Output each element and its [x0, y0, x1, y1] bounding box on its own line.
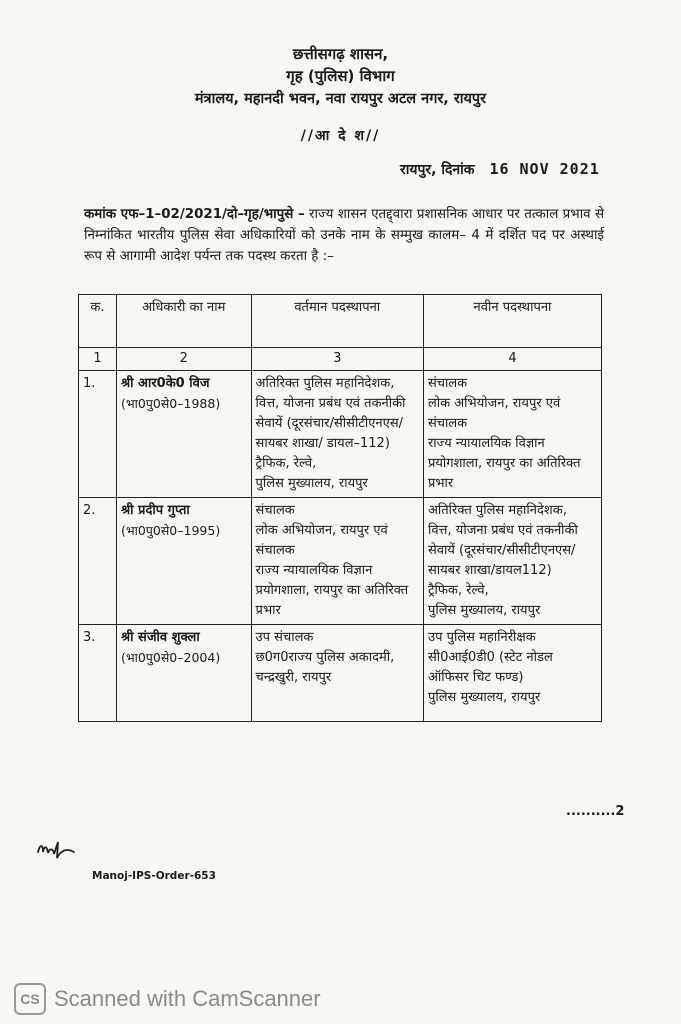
current-posting-text: उप संचालक छ0ग0राज्य पुलिस अकादमी, चन्द्रखुरी, रायपुर — [255, 630, 395, 685]
page-continuation: ..........2 — [566, 804, 625, 819]
officer-batch: (भा0पु0से0–1988) — [120, 396, 221, 411]
date-label: रायपुर, दिनांक — [400, 162, 475, 178]
table-row — [79, 498, 602, 625]
col-header-current: वर्तमान पदस्थापना — [251, 295, 423, 348]
row-sno: 1. — [79, 371, 117, 498]
row-sno: 3. — [79, 625, 117, 722]
header-line-1: छत्तीसगढ़ शासन, — [292, 45, 389, 63]
row-officer — [116, 625, 251, 722]
current-posting-text: अतिरिक्त पुलिस महानिदेशक, वित्त, योजना प्रबंध एवं तकनीकी सेवायें (दूरसंचार/सीसीटीएनएस/ सायबर शाखा/ डायल–112) ट्रैफिक, रेल्वे, पुलिस मुख्यालय, रायपुर — [255, 376, 406, 491]
intro-text: राज्य शासन एतद्द्वारा प्रशासनिक आधार पर तत्काल प्रभाव से निम्नांकित भारतीय पुलिस सेवा अधिकारियों को उनके नाम के सम्मुख कालम– 4 में दर्शित पद पर अस्थाई रूप से आगामी आदेश पर्यन्त तक पदस्थ करता है :– — [84, 207, 604, 264]
intro-paragraph — [84, 204, 604, 267]
row-officer — [116, 371, 251, 498]
table-row — [79, 625, 602, 722]
table-row — [79, 371, 602, 498]
row-current-posting — [251, 371, 423, 498]
row-new-posting — [423, 498, 601, 625]
header-line-2: गृह (पुलिस) विभाग — [286, 67, 395, 85]
watermark-text: Scanned with CamScanner — [54, 986, 321, 1011]
new-posting-text: अतिरिक्त पुलिस महानिदेशक, वित्त, योजना प्रबंध एवं तकनीकी सेवायें (दूरसंचार/सीसीटीएनएस/ सायबर शाखा/डायल112) ट्रैफिक, रेल्वे, पुलिस मुख्यालय, रायपुर — [427, 503, 578, 618]
officer-name: श्री आर0के0 विज — [120, 376, 210, 391]
col-number: 1 — [79, 348, 117, 371]
current-posting-text: संचालक लोक अभियोजन, रायपुर एवं संचालक राज्य न्यायालयिक विज्ञान प्रयोगशाला, रायपुर का अतिरिक्त प्रभार — [255, 503, 409, 618]
col-number: 2 — [116, 348, 251, 371]
col-number: 4 — [423, 348, 601, 371]
row-new-posting — [423, 371, 601, 498]
row-current-posting — [251, 625, 423, 722]
table-header-row — [79, 295, 602, 348]
date-line — [400, 160, 600, 179]
order-reference: कमांक एफ–1–02/2021/दो–गृह/भापुसे – — [84, 207, 305, 222]
col-header-new: नवीन पदस्थापना — [423, 295, 601, 348]
officer-name: श्री प्रदीप गुप्ता — [120, 503, 190, 518]
row-current-posting — [251, 498, 423, 625]
col-header-sno: क. — [79, 295, 117, 348]
date-stamp: 16 NOV 2021 — [489, 160, 600, 178]
header-line-3: मंत्रालय, महानदी भवन, नवा रायपुर अटल नगर, रायपुर — [194, 91, 487, 107]
camscanner-watermark — [14, 983, 321, 1015]
officer-batch: (भा0पु0से0–1995) — [120, 523, 221, 538]
row-sno: 2. — [79, 498, 117, 625]
officer-name: श्री संजीव शुक्ला — [120, 630, 200, 645]
table-number-row — [79, 348, 602, 371]
signature-initials — [34, 836, 78, 864]
row-officer — [116, 498, 251, 625]
footer-reference: Manoj-IPS-Order-653 — [92, 870, 216, 882]
officer-batch: (भा0पु0से0–2004) — [120, 650, 221, 665]
row-new-posting — [423, 625, 601, 722]
col-header-name: अधिकारी का नाम — [116, 295, 251, 348]
posting-table — [78, 294, 602, 722]
col-number: 3 — [251, 348, 423, 371]
camscanner-icon: CS — [14, 983, 46, 1015]
order-title: //आ दे श// — [300, 128, 381, 144]
new-posting-text: उप पुलिस महानिरीक्षक सी0आई0डी0 (स्टेट नोडल ऑफिसर चिट फण्ड) पुलिस मुख्यालय, रायपुर — [427, 630, 553, 705]
new-posting-text: संचालक लोक अभियोजन, रायपुर एवं संचालक राज्य न्यायालयिक विज्ञान प्रयोगशाला, रायपुर का अतिरिक्त प्रभार — [427, 376, 581, 491]
